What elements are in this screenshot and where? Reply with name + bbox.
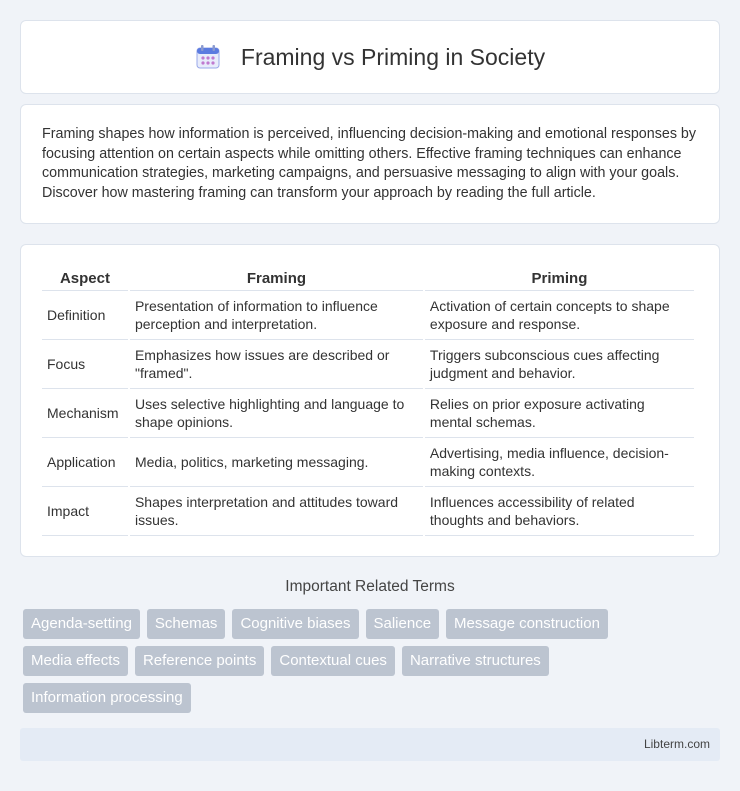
cell-aspect: Mechanism — [42, 389, 128, 438]
cell-priming: Triggers subconscious cues affecting judgment and behavior. — [425, 340, 694, 389]
header-framing: Framing — [130, 265, 423, 291]
header-priming: Priming — [425, 265, 694, 291]
tag-narrative-structures[interactable]: Narrative structures — [402, 646, 549, 676]
tag-message-construction[interactable]: Message construction — [446, 609, 608, 639]
tag-schemas[interactable]: Schemas — [147, 609, 226, 639]
intro-text: Framing shapes how information is perceived, influencing decision-making and emotional responses by focusing attention on certain aspects while omitting others. Effective framing techniques can enhance communication strategies, marketing campaigns, and persuasive messaging to align with your goals. Discover how mastering framing can transform your approach by reading the full article. — [42, 126, 697, 201]
table-row — [42, 389, 694, 438]
header-card — [20, 20, 720, 94]
cell-priming: Activation of certain concepts to shape exposure and response. — [425, 291, 694, 340]
tag-information-processing[interactable]: Information processing — [23, 683, 191, 713]
table-row — [42, 487, 694, 536]
tag-salience[interactable]: Salience — [366, 609, 440, 639]
cell-framing: Presentation of information to influence perception and interpretation. — [130, 291, 423, 340]
cell-aspect: Impact — [42, 487, 128, 536]
footer-site-link[interactable]: Libterm.com — [643, 737, 710, 751]
comparison-table-card — [20, 244, 720, 557]
table-row — [42, 340, 694, 389]
cell-aspect: Definition — [42, 291, 128, 340]
footer — [20, 728, 720, 761]
cell-aspect: Application — [42, 438, 128, 487]
related-terms-tags — [23, 609, 723, 720]
tag-media-effects[interactable]: Media effects — [23, 646, 128, 676]
related-terms-title: Important Related Terms — [285, 578, 455, 595]
comparison-table — [40, 265, 696, 536]
tag-agenda-setting[interactable]: Agenda-setting — [23, 609, 140, 639]
intro-card — [20, 104, 720, 224]
cell-framing: Uses selective highlighting and language to shape opinions. — [130, 389, 423, 438]
tag-contextual-cues[interactable]: Contextual cues — [271, 646, 395, 676]
cell-priming: Advertising, media influence, decision-making contexts. — [425, 438, 694, 487]
header-aspect: Aspect — [42, 265, 128, 291]
title-wrap — [195, 44, 545, 71]
table-row — [42, 438, 694, 487]
tag-reference-points[interactable]: Reference points — [135, 646, 264, 676]
tag-cognitive-biases[interactable]: Cognitive biases — [232, 609, 358, 639]
calendar-icon — [195, 44, 221, 70]
cell-framing: Shapes interpretation and attitudes toward issues. — [130, 487, 423, 536]
table-row — [42, 291, 694, 340]
cell-priming: Relies on prior exposure activating mental schemas. — [425, 389, 694, 438]
cell-priming: Influences accessibility of related thoughts and behaviors. — [425, 487, 694, 536]
cell-aspect: Focus — [42, 340, 128, 389]
cell-framing: Media, politics, marketing messaging. — [130, 438, 423, 487]
page-title: Framing vs Priming in Society — [240, 43, 546, 70]
table-header-row — [42, 265, 694, 291]
cell-framing: Emphasizes how issues are described or "framed". — [130, 340, 423, 389]
